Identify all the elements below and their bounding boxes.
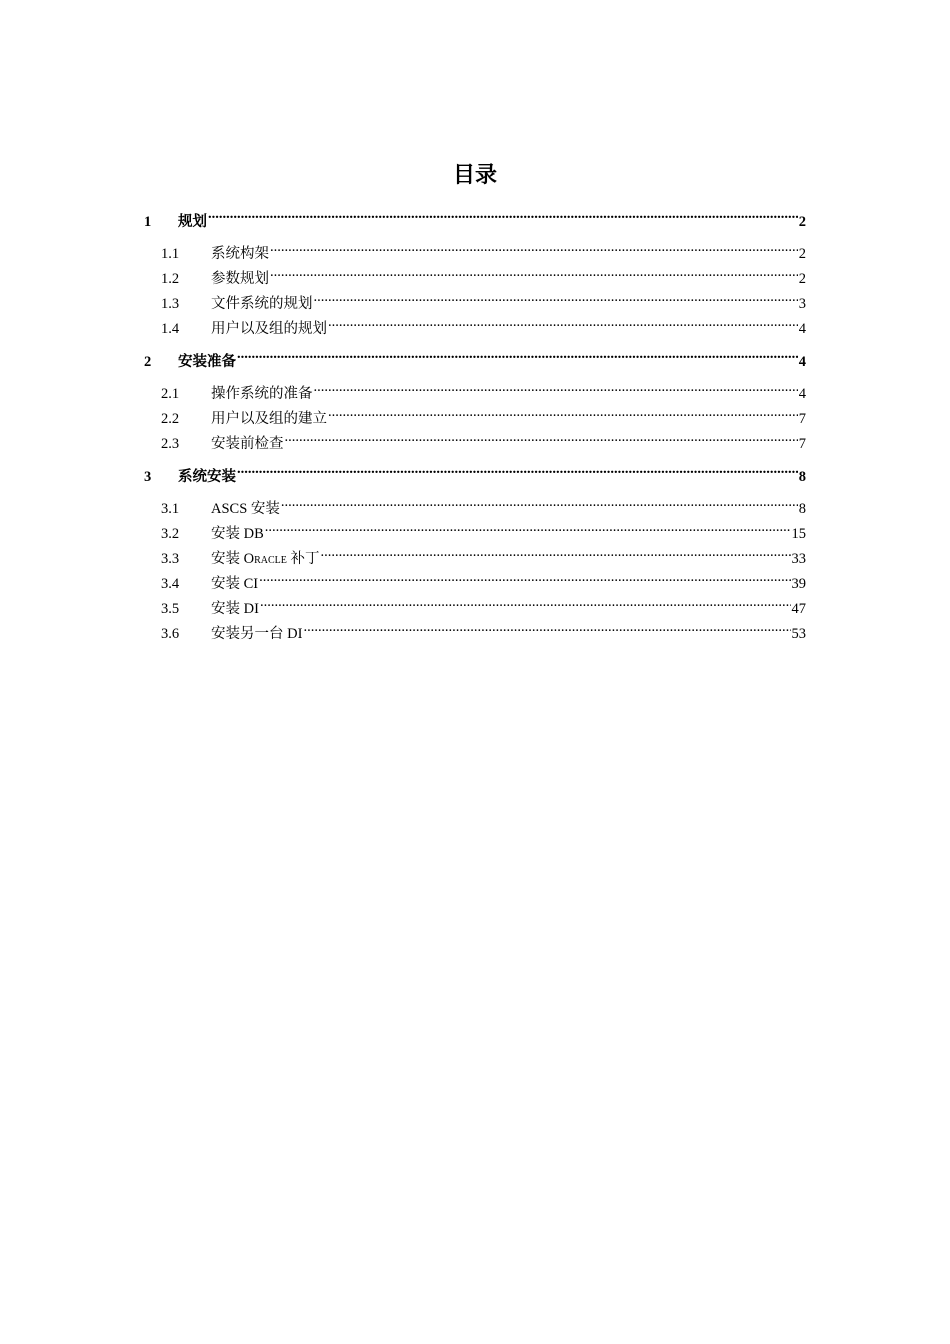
toc-entry-text: 安装前检查 <box>211 436 284 452</box>
toc-entry-text: 操作系统的准备 <box>211 386 313 402</box>
toc-entry-3-5[interactable] <box>144 597 806 622</box>
toc-entry-number: 1.1 <box>161 246 180 262</box>
toc-entry-text: 用户以及组的建立 <box>211 411 327 427</box>
toc-entry-1-1[interactable] <box>144 242 806 267</box>
toc-leader-dots <box>270 269 798 284</box>
toc-entry-number: 1 <box>144 214 152 230</box>
toc-entry-text: 系统安装 <box>178 469 236 485</box>
toc-entry-text: 安装 CI <box>211 576 259 592</box>
toc-title: 目录 <box>452 162 497 187</box>
toc-entry-page: 8 <box>798 501 806 517</box>
toc-entry-text: 安装 DB <box>211 526 264 542</box>
toc-entry-1-2[interactable] <box>144 267 806 292</box>
toc-entry-number: 2.2 <box>161 411 180 427</box>
toc-leader-dots <box>303 624 790 639</box>
toc-entry-page: 2 <box>798 271 806 287</box>
toc-entry-1-3[interactable] <box>144 292 806 317</box>
toc-entry-number: 3.3 <box>161 551 180 567</box>
toc-entry-page: 53 <box>791 626 806 642</box>
toc-entry-page: 7 <box>798 411 806 427</box>
toc-entry-page: 3 <box>798 296 806 312</box>
toc-leader-dots <box>285 434 798 449</box>
table-of-contents <box>144 208 806 647</box>
toc-entry-page: 39 <box>791 576 806 592</box>
toc-leader-dots <box>208 212 798 227</box>
toc-entry-page: 7 <box>798 436 806 452</box>
toc-entry-1-4[interactable] <box>144 317 806 342</box>
toc-entry-text: ASCS 安装 <box>211 501 280 517</box>
toc-entry-2[interactable] <box>144 348 806 376</box>
toc-entry-text: 安装 Oracle 补丁 <box>211 551 320 567</box>
toc-leader-dots <box>314 384 798 399</box>
toc-entry-1[interactable] <box>144 208 806 236</box>
toc-entry-number: 3.4 <box>161 576 180 592</box>
toc-entry-number: 3.2 <box>161 526 180 542</box>
toc-entry-number: 1.3 <box>161 296 180 312</box>
toc-leader-dots <box>270 244 798 259</box>
toc-entry-text: 安装准备 <box>178 354 236 370</box>
toc-entry-text: 安装 DI <box>211 601 259 617</box>
toc-entry-page: 2 <box>798 246 806 262</box>
toc-entry-page: 15 <box>791 526 806 542</box>
toc-leader-dots <box>265 524 791 539</box>
toc-leader-dots <box>328 319 798 334</box>
toc-entry-number: 2.3 <box>161 436 180 452</box>
toc-entry-number: 3.1 <box>161 501 180 517</box>
toc-entry-text: 系统构架 <box>211 246 269 262</box>
toc-entry-2-3[interactable] <box>144 432 806 457</box>
toc-entry-number: 2 <box>144 354 152 370</box>
toc-entry-3-6[interactable] <box>144 622 806 647</box>
toc-entry-3-4[interactable] <box>144 572 806 597</box>
toc-entry-page: 33 <box>791 551 806 567</box>
toc-entry-2-2[interactable] <box>144 407 806 432</box>
toc-entry-text: 参数规划 <box>211 271 269 287</box>
toc-entry-text: 规划 <box>178 214 207 230</box>
toc-entry-3-1[interactable] <box>144 497 806 522</box>
toc-leader-dots <box>281 499 798 514</box>
toc-entry-number: 3 <box>144 469 152 485</box>
toc-entry-text: 安装另一台 DI <box>211 626 303 642</box>
toc-leader-dots <box>260 599 791 614</box>
toc-entry-number: 3.6 <box>161 626 180 642</box>
toc-leader-dots <box>237 352 798 367</box>
toc-leader-dots <box>328 409 798 424</box>
toc-entry-3[interactable] <box>144 463 806 491</box>
toc-entry-page: 4 <box>798 354 806 370</box>
toc-leader-dots <box>314 294 798 309</box>
toc-leader-dots <box>237 467 798 482</box>
toc-entry-3-3[interactable] <box>144 547 806 572</box>
toc-entry-text: 用户以及组的规划 <box>211 321 327 337</box>
toc-leader-dots <box>321 549 791 564</box>
toc-entry-page: 8 <box>798 469 806 485</box>
toc-entry-page: 4 <box>798 386 806 402</box>
toc-entry-2-1[interactable] <box>144 382 806 407</box>
toc-entry-number: 2.1 <box>161 386 180 402</box>
toc-entry-page: 47 <box>791 601 806 617</box>
toc-entry-page: 2 <box>798 214 806 230</box>
toc-entry-number: 3.5 <box>161 601 180 617</box>
toc-entry-number: 1.4 <box>161 321 180 337</box>
toc-leader-dots <box>259 574 790 589</box>
toc-entry-number: 1.2 <box>161 271 180 287</box>
toc-entry-3-2[interactable] <box>144 522 806 547</box>
toc-entry-text: 文件系统的规划 <box>211 296 313 312</box>
toc-entry-page: 4 <box>798 321 806 337</box>
